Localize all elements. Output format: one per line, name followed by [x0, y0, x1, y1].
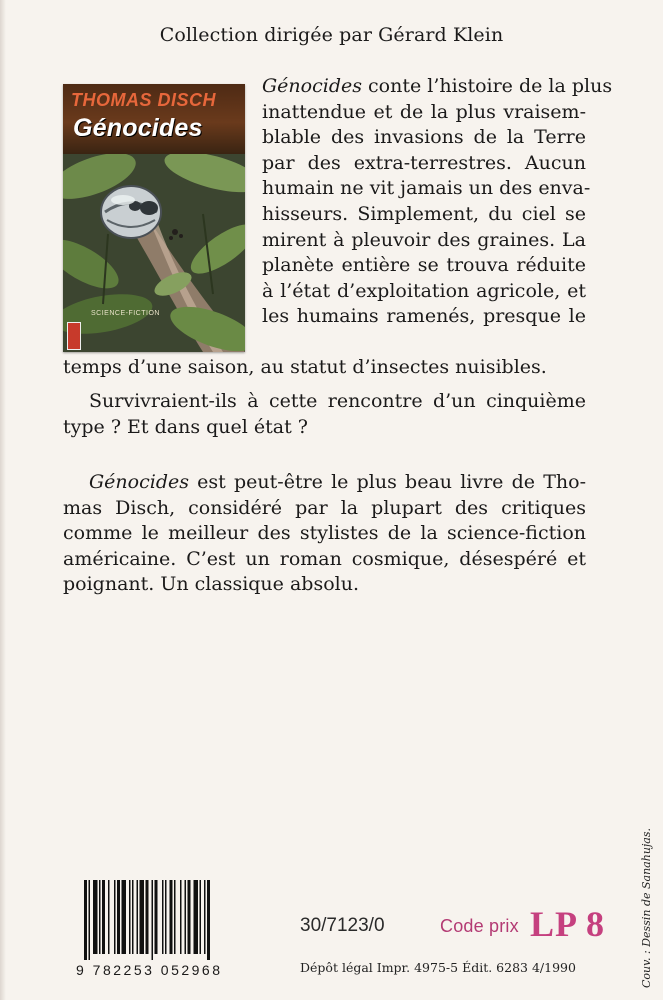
barcode-bar: [117, 880, 120, 954]
blurb-paragraph-3: [63, 470, 586, 598]
blurb-line: humain ne vit jamais un des enva-: [262, 177, 591, 200]
collection-line: Collection dirigée par Gérard Klein: [159, 24, 504, 46]
publisher-logo-icon: [67, 322, 81, 350]
barcode-bar: [152, 880, 154, 960]
blurb-line: américaine. C’est un roman cosmique, désespéré et: [63, 547, 586, 570]
barcode-bar: [93, 880, 98, 954]
barcode-bar: [122, 880, 127, 954]
blurb-line: type ? Et dans quel état ?: [63, 415, 308, 438]
barcode-bar: [114, 880, 116, 954]
blurb-line: poignant. Un classique absolu.: [63, 573, 359, 596]
barcode-bar: [188, 880, 191, 954]
barcode-bar: [165, 880, 167, 954]
barcode-bar: [170, 880, 173, 954]
barcode-bar: [194, 880, 199, 954]
barcode-bar: [174, 880, 176, 954]
blurb-line: mas Disch, considéré par la plupart des critiques: [63, 496, 586, 519]
blurb-line: hisseurs. Simplement, du ciel se: [262, 202, 586, 225]
blurb-line: à l’état d’exploitation agricole, et: [262, 279, 586, 302]
blurb-paragraph-1-end: [63, 355, 586, 381]
blurb-paragraph-2: [63, 389, 586, 440]
title-italic: Génocides: [262, 75, 362, 97]
barcode-bar: [84, 880, 87, 960]
barcode-bar: [102, 880, 105, 954]
barcode-bar: [89, 880, 91, 960]
barcode-bar: [140, 880, 145, 954]
cover-title: Génocides: [73, 114, 203, 142]
blurb-line: temps d’une saison, au statut d’insectes nuisibles.: [63, 356, 547, 378]
barcode-bar: [137, 880, 139, 954]
barcode-bar: [155, 880, 158, 954]
blurb-paragraph-1: [262, 74, 613, 330]
price-code-label: Code prix: [440, 916, 519, 936]
blurb-line-rest: est peut-être le plus beau livre de Tho-: [188, 471, 586, 493]
isbn-digits: 9 782253 052968: [76, 962, 223, 978]
blurb-line: [262, 74, 613, 100]
legal-deposit: Dépôt légal Impr. 4975-5 Édit. 6283 4/1990: [300, 960, 576, 975]
cover-thumbnail: [63, 84, 245, 352]
blurb-line-rest: conte l’histoire de la plus: [361, 75, 613, 97]
barcode-bar: [200, 880, 202, 954]
barcode-bar: [132, 880, 134, 954]
blurb-line: Survivraient-ils à cette rencontre d’un cinquième: [89, 390, 586, 412]
catalog-number: 30/7123/0: [300, 915, 385, 936]
blurb-line: mirent à pleuvoir des graines. La: [262, 228, 586, 251]
barcode-bar: [146, 880, 149, 954]
barcode-bar: [185, 880, 187, 954]
barcode-bar: [129, 880, 131, 954]
barcode-bar: [204, 880, 206, 954]
blurb-line: blable des invasions de la Terre: [262, 126, 586, 149]
blurb-line: par des extra-terrestres. Aucun: [262, 151, 586, 174]
blurb-line: inattendue et de la plus vraisem-: [262, 100, 586, 123]
cover-author: THOMAS DISCH: [71, 90, 216, 110]
barcode-icon: [82, 880, 257, 960]
blurb-line: planète entière se trouva réduite: [262, 254, 586, 277]
barcode-bar: [108, 880, 110, 954]
barcode-bar: [99, 880, 101, 954]
blurb-line: les humains ramenés, presque le: [262, 305, 586, 328]
cover-tag: SCIENCE-FICTION: [91, 310, 160, 317]
barcode-bar: [180, 880, 182, 954]
blurb-line: [63, 470, 586, 496]
cover-illustration: [63, 154, 245, 352]
blurb-line: comme le meilleur des stylistes de la science-fiction: [63, 522, 586, 545]
barcode-bar: [162, 880, 164, 954]
price-code: LP 8: [530, 904, 606, 944]
barcode-bar: [207, 880, 210, 960]
cover-credit: Couv. : Dessin de Sanahujas.: [640, 827, 653, 988]
title-italic: Génocides: [89, 471, 189, 493]
